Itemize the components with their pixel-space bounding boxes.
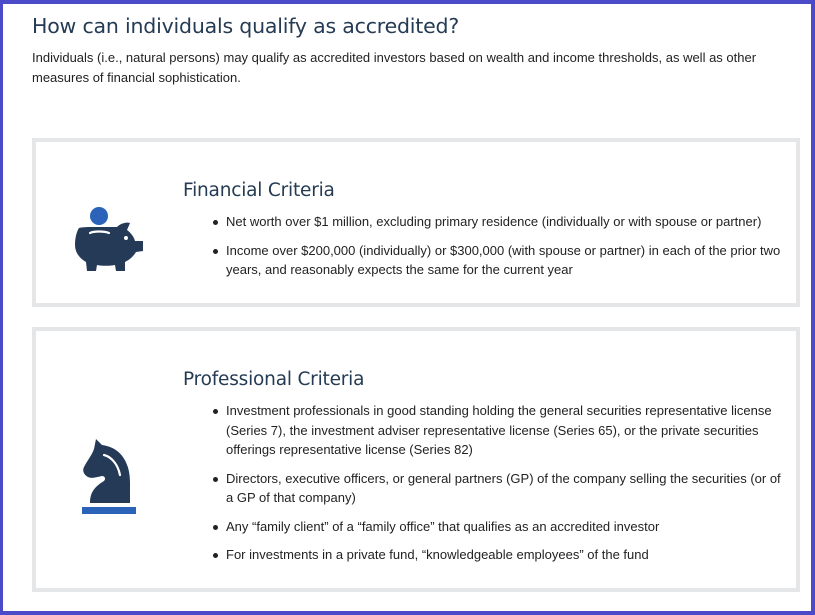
list-item: Net worth over $1 million, excluding primary residence (individually or with spouse or partner) (213, 212, 783, 232)
card-title: Financial Criteria (183, 180, 335, 201)
intro-text: Individuals (i.e., natural persons) may qualify as accredited investors based on wealth and income thresholds, as well as other measures of financial sophistication. (32, 50, 757, 85)
professional-criteria-card (32, 327, 800, 592)
chess-knight-icon (78, 435, 138, 522)
list-item: Income over $200,000 (individually) or $300,000 (with spouse or partner) in each of the prior two years, and reasonably expects the same for the current year (213, 241, 783, 280)
list-item: Investment professionals in good standing holding the general securities representative license (Series 7), the investment adviser representative license (Series 65), or the private securities offerings representative license (Series 82) (213, 401, 783, 460)
card-title: Professional Criteria (183, 369, 365, 390)
list-item: Any “family client” of a “family office” that qualifies as an accredited investor (213, 517, 783, 537)
criteria-list (213, 212, 783, 289)
page-title: How can individuals qualify as accredited? (32, 14, 460, 38)
financial-criteria-card (32, 138, 800, 307)
piggy-bank-icon (69, 206, 145, 279)
list-item: For investments in a private fund, “knowledgeable employees” of the fund (213, 545, 783, 565)
list-item: Directors, executive officers, or general partners (GP) of the company selling the securities (or of a GP of that company) (213, 469, 783, 508)
criteria-list (213, 401, 783, 574)
